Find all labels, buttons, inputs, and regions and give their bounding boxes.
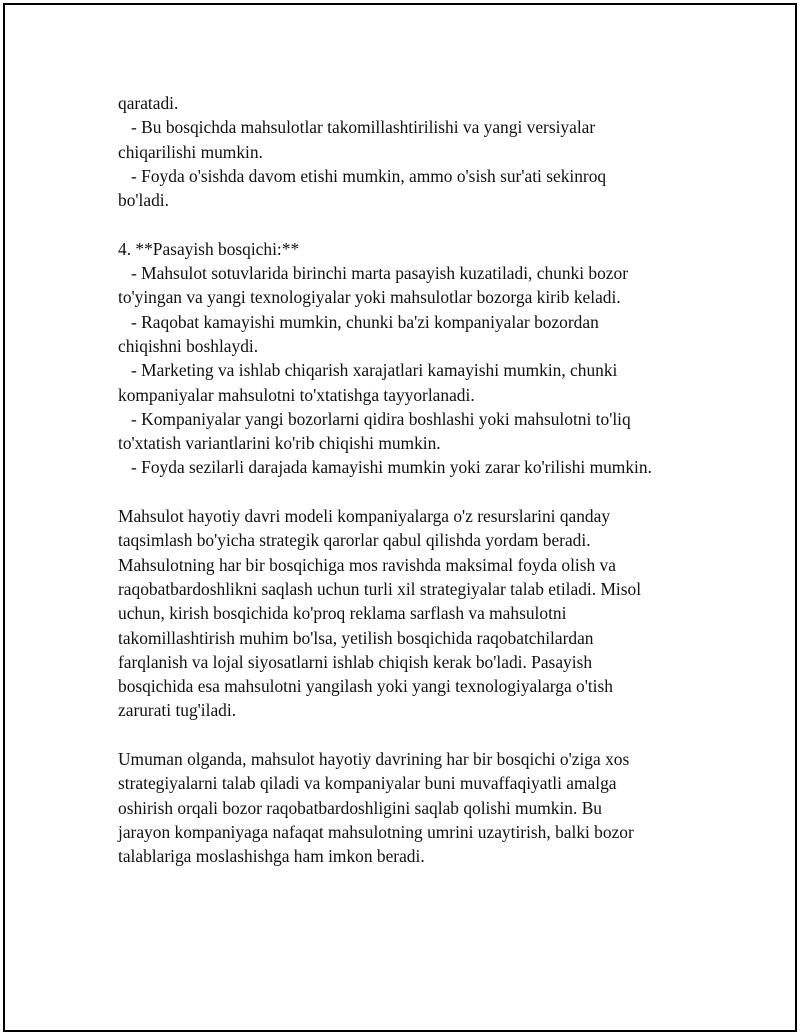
text-line: strategiyalarni talab qiladi va kompaniyalar buni muvaffaqiyatli amalga bbox=[118, 773, 617, 794]
text-line: bo'ladi. bbox=[118, 190, 169, 211]
text-line: chiqarilishi mumkin. bbox=[118, 141, 263, 162]
text-line: farqlanish va lojal siyosatlarni ishlab chiqish kerak bo'ladi. Pasayish bbox=[118, 651, 593, 672]
text-line: - Foyda o'sishda davom etishi mumkin, ammo o'sish sur'ati sekinroq bbox=[118, 165, 607, 186]
text-line: chiqishni boshlaydi. bbox=[118, 335, 259, 356]
text-line: oshirish orqali bozor raqobatbardoshligini saqlab qolishi mumkin. Bu bbox=[118, 797, 602, 818]
text-line: taqsimlash bo'yicha strategik qarorlar qabul qilishda yordam beradi. bbox=[118, 530, 591, 551]
text-line: to'xtatish variantlarini ko'rib chiqishi mumkin. bbox=[118, 433, 441, 454]
section-heading: 4. **Pasayish bosqichi:** bbox=[118, 238, 300, 259]
paragraph-gap bbox=[118, 480, 718, 504]
document-body bbox=[118, 91, 718, 869]
paragraph-gap bbox=[118, 212, 718, 236]
text-line: - Mahsulot sotuvlarida birinchi marta pasayish kuzatiladi, chunki bozor bbox=[118, 263, 629, 284]
text-line: Mahsulotning har bir bosqichiga mos ravishda maksimal foyda olish va bbox=[118, 554, 616, 575]
text-line: - Bu bosqichda mahsulotlar takomillashtirilishi va yangi versiyalar bbox=[118, 117, 596, 138]
text-line: - Raqobat kamayishi mumkin, chunki ba'zi kompaniyalar bozordan bbox=[118, 311, 599, 332]
paragraph-gap bbox=[118, 723, 718, 747]
text-line: raqobatbardoshlikni saqlash uchun turli xil strategiyalar talab etiladi. Misol bbox=[118, 578, 642, 599]
text-line: zarurati tug'iladi. bbox=[118, 700, 237, 721]
text-line: to'yingan va yangi texnologiyalar yoki mahsulotlar bozorga kirib keladi. bbox=[118, 287, 621, 308]
text-line: Mahsulot hayotiy davri modeli kompaniyalarga o'z resurslarini qanday bbox=[118, 506, 611, 527]
text-line: takomillashtirish muhim bo'lsa, yetilish bosqichida raqobatchilardan bbox=[118, 627, 594, 648]
text-line: uchun, kirish bosqichida ko'proq reklama sarflash va mahsulotni bbox=[118, 603, 567, 624]
text-line: talablariga moslashishga ham imkon beradi. bbox=[118, 846, 425, 867]
text-line: qaratadi. bbox=[118, 93, 179, 113]
text-line: - Kompaniyalar yangi bozorlarni qidira boshlashi yoki mahsulotni to'liq bbox=[118, 408, 631, 429]
text-line: - Foyda sezilarli darajada kamayishi mumkin yoki zarar ko'rilishi mumkin. bbox=[118, 457, 652, 478]
text-line: - Marketing va ishlab chiqarish xarajatlari kamayishi mumkin, chunki bbox=[118, 360, 618, 381]
text-line: kompaniyalar mahsulotni to'xtatishga tayyorlanadi. bbox=[118, 384, 475, 405]
text-line: jarayon kompaniyaga nafaqat mahsulotning umrini uzaytirish, balki bozor bbox=[118, 821, 634, 842]
text-line: Umuman olganda, mahsulot hayotiy davrining har bir bosqichi o'ziga xos bbox=[118, 749, 630, 770]
text-line: bosqichida esa mahsulotni yangilash yoki yangi texnologiyalarga o'tish bbox=[118, 676, 613, 697]
